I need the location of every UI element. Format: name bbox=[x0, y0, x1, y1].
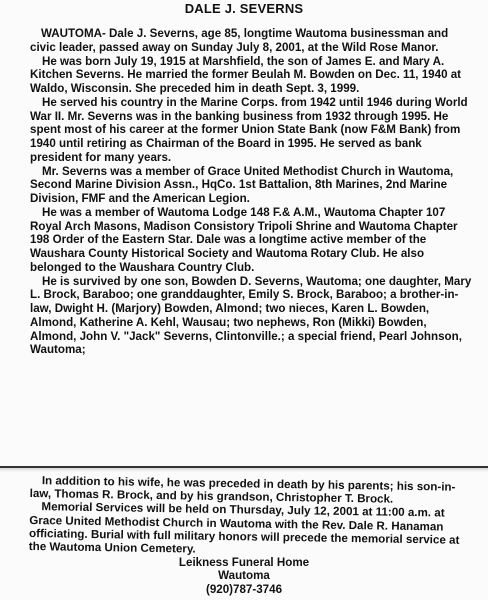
paragraph-preceded: In addition to his wife, he was preceded in death by his parents; his son-in-law, Thomas R. Brock, and by his grandson, Christopher T. Brock. bbox=[29, 474, 456, 506]
paragraph-service: He served his country in the Marine Corps. from 1942 until 1946 during World War II. Mr. Severns was in the banking business from 1932 through 1995. He spent most of his career at the former Union State Bank (now F&M Bank) from 1940 until retiring as Chairman of the Board in 1995. He served as bank president for many years. bbox=[30, 95, 468, 164]
funeral-home-name: Leikness Funeral Home bbox=[178, 556, 310, 569]
paragraph-birth: He was born July 19, 1915 at Marshfield, the son of James E. and Mary A. Kitchen Severns. He married the former Beulah M. Bowden on Dec. 11, 1940 at Waldo, Wisconsin. She preceded him in death Sept. 3, 1999. bbox=[30, 54, 462, 95]
paragraph-memorial: Memorial Services will be held on Thursday, July 12, 2001 at 11:00 a.m. at Grace United Methodist Church in Wautoma with the Rev. Dale R. Hanaman officiating. Burial with full military honors will precede the memorial service at the Wautoma Union Cemetery. bbox=[28, 500, 460, 556]
paragraph-intro: WAUTOMA- Dale J. Severns, age 85, longtime Wautoma businessman and civic leader, passed away on Sunday July 8, 2001, at the Wild Rose Manor. bbox=[30, 27, 449, 54]
paragraph-survivors: He is survived by one son, Bowden D. Severns, Wautoma; one daughter, Mary L. Brock, Baraboo; one granddaughter, Emily S. Brock, Baraboo; a brother-in-law, Dwight H. (Marjory) Bowden, Almond; two nieces, Karen L. Bowden, Almond, Katherine A. Kehl, Wausau; two nephews, Ron (Mikki) Bowden, Almond, John V. "Jack" Severns, Clintonville.; a special friend, Pearl Johnson, Wautoma; bbox=[30, 274, 472, 357]
obituary-body-lower bbox=[29, 474, 472, 560]
paper-fold-shadow bbox=[0, 468, 488, 472]
paragraph-lodges: He was a member of Wautoma Lodge 148 F.& A.M., Wautoma Chapter 107 Royal Arch Masons, Madison Consistory Tripoli Shrine and Wautoma Chapter 198 Order of the Eastern Star. Dale was a longtime active member of the Waushara County Historical Society and Wautoma Rotary Club. He also belonged to the Waushara Country Club. bbox=[30, 205, 458, 274]
funeral-home-city: Wautoma bbox=[218, 569, 270, 582]
funeral-home-phone: (920)787-3746 bbox=[205, 583, 283, 596]
page-title: DALE J. SEVERNS bbox=[184, 1, 304, 16]
obituary-body-upper bbox=[30, 27, 472, 357]
paragraph-memberships: Mr. Severns was a member of Grace United Methodist Church in Wautoma, Second Marine Division Assn., HqCo. 1st Battalion, 8th Marines, 2nd Marine Division, FMF and the American Legion. bbox=[30, 164, 454, 205]
